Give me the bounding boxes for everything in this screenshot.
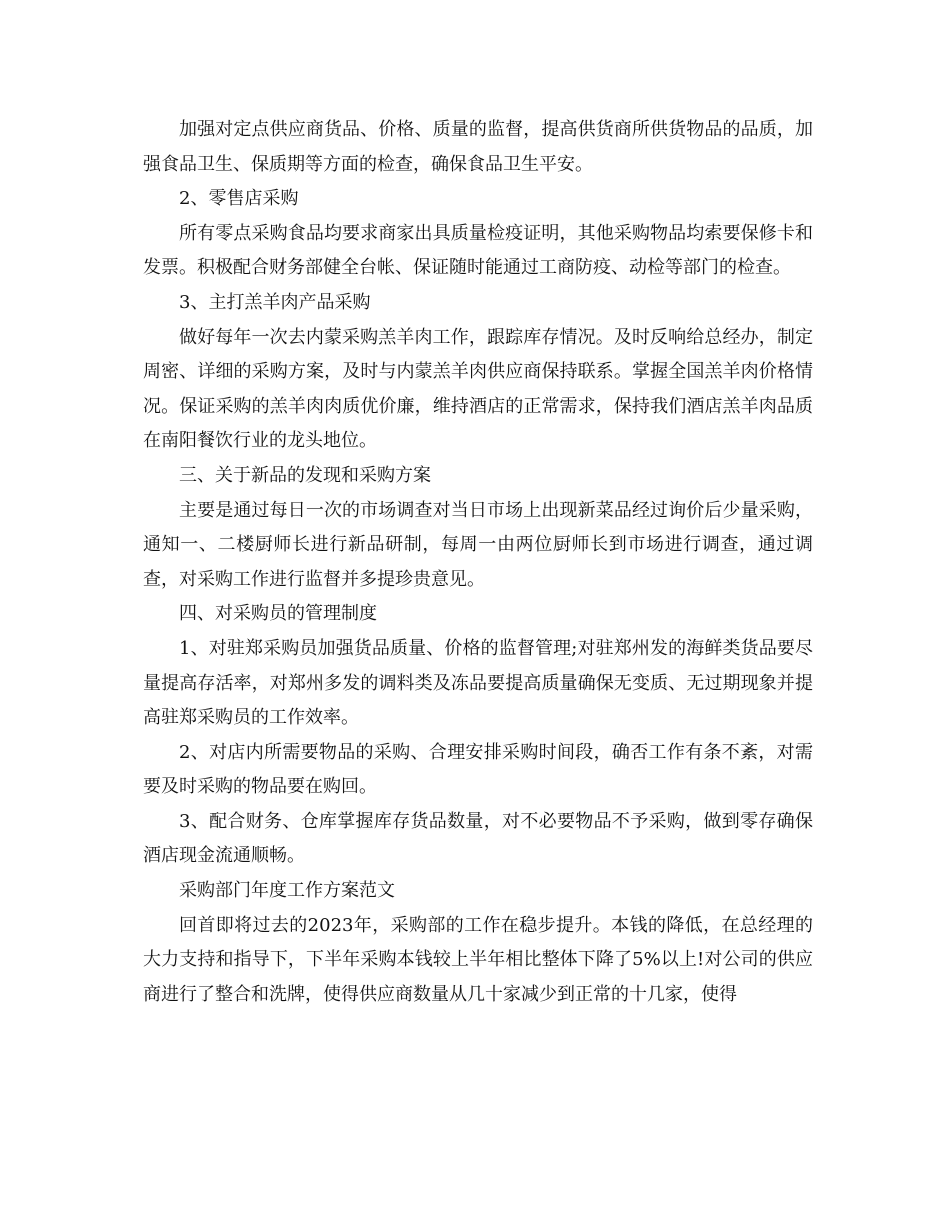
paragraph-buyer-management-2: 2、对店内所需要物品的采购、合理安排采购时间段，确否工作有条不紊，对需要及时采购的物品要在购回。 bbox=[143, 741, 813, 798]
paragraph-annual-review: 回首即将过去的2023年，采购部的工作在稳步提升。本钱的降低，在总经理的大力支持和指导下，下半年采购本钱较上半年相比整体下降了5%以上!对公司的供应商进行了整合和洗牌，使得供应商数量从几十家减少到正常的十几家，使得 bbox=[143, 914, 813, 1005]
document-body bbox=[143, 113, 813, 1012]
heading-buyer-management: 四、对采购员的管理制度 bbox=[179, 603, 377, 625]
heading-retail-purchasing: 2、零售店采购 bbox=[179, 188, 299, 210]
paragraph-buyer-management-1: 1、对驻郑采购员加强货品质量、价格的监督管理;对驻郑州发的海鲜类货品要尽量提高存活率，对郑州多发的调料类及冻品要提高质量确保无变质、无过期现象并提高驻郑采购员的工作效率。 bbox=[143, 637, 813, 729]
paragraph-retail-purchasing: 所有零点采购食品均要求商家出具质量检疫证明，其他采购物品均索要保修卡和发票。积极配合财务部健全台帐、保证随时能通过工商防疫、动检等部门的检查。 bbox=[143, 222, 813, 279]
paragraph-buyer-management-3: 3、配合财务、仓库掌握库存货品数量，对不必要物品不予采购，做到零存确保酒店现金流通顺畅。 bbox=[143, 810, 813, 867]
heading-lamb-purchasing: 3、主打羔羊肉产品采购 bbox=[179, 291, 371, 313]
paragraph-supplier-supervision: 加强对定点供应商货品、价格、质量的监督，提高供货商所供货物品的品质，加强食品卫生、保质期等方面的检查，确保食品卫生平安。 bbox=[143, 119, 813, 175]
paragraph-new-products: 主要是通过每日一次的市场调查对当日市场上出现新菜品经过询价后少量采购，通知一、二楼厨师长进行新品研制，每周一由两位厨师长到市场进行调查，通过调查，对采购工作进行监督并多提珍贵意见。 bbox=[143, 499, 813, 590]
heading-annual-plan: 采购部门年度工作方案范文 bbox=[179, 880, 395, 902]
paragraph-lamb-purchasing: 做好每年一次去内蒙采购羔羊肉工作，跟踪库存情况。及时反响给总经办，制定周密、详细的采购方案，及时与内蒙羔羊肉供应商保持联系。掌握全国羔羊肉价格情况。保证采购的羔羊肉肉质优价廉，维持酒店的正常需求，保持我们酒店羔羊肉品质在南阳餐饮行业的龙头地位。 bbox=[143, 326, 813, 452]
heading-new-products: 三、关于新品的发现和采购方案 bbox=[179, 464, 431, 486]
